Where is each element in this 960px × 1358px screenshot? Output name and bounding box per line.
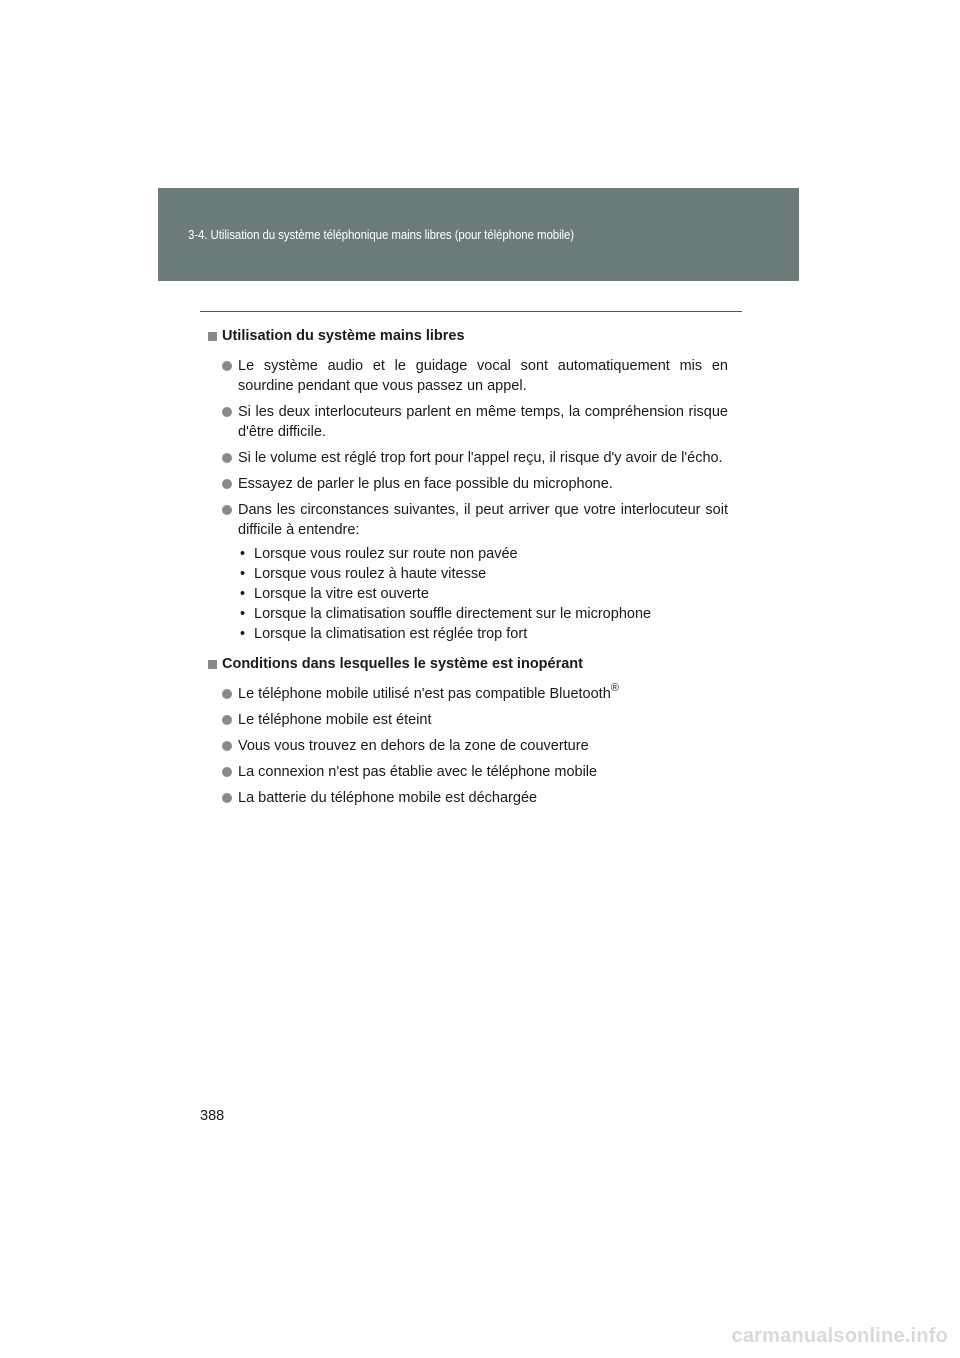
sub-list-item <box>238 584 728 604</box>
dot-bullet-icon: • <box>240 546 246 562</box>
page-number: 388 <box>200 1108 225 1124</box>
list-item-text: Le téléphone mobile est éteint <box>238 712 432 728</box>
list-item-text: Si les deux interlocuteurs parlent en même temps, la compréhension risque d'être difficile. <box>238 404 728 440</box>
sub-list-item-text: Lorsque vous roulez à haute vitesse <box>254 566 487 582</box>
dot-bullet-icon: • <box>240 566 246 582</box>
sub-list-item-text: Lorsque vous roulez sur route non pavée <box>254 546 518 562</box>
sub-list-item <box>238 604 728 624</box>
watermark: carmanualsonline.info <box>731 1325 948 1347</box>
list-item <box>208 684 728 704</box>
chapter-title: 3-4. Utilisation du système téléphonique mains libres (pour téléphone mobile) <box>188 228 575 242</box>
list-item <box>208 736 728 756</box>
header-rule <box>200 311 742 312</box>
chapter-header-band <box>158 188 799 281</box>
round-bullet-icon <box>222 505 232 515</box>
round-bullet-icon <box>222 715 232 725</box>
section-heading-hands-free <box>208 326 728 346</box>
section-heading-inoperative <box>208 654 728 674</box>
list-item <box>208 474 728 494</box>
sub-list-item-text: Lorsque la vitre est ouverte <box>254 586 429 602</box>
round-bullet-icon <box>222 793 232 803</box>
sub-list-item <box>238 564 728 584</box>
list-item-text: Le système audio et le guidage vocal sont automatiquement mis en sourdine pendant que vous passez un appel. <box>238 358 728 394</box>
round-bullet-icon <box>222 767 232 777</box>
round-bullet-icon <box>222 479 232 489</box>
dot-bullet-icon: • <box>240 586 246 602</box>
page-content <box>208 326 728 814</box>
square-bullet-icon <box>208 660 217 669</box>
list-item-text: La connexion n'est pas établie avec le téléphone mobile <box>238 764 598 780</box>
list-item-text: Si le volume est réglé trop fort pour l'appel reçu, il risque d'y avoir de l'écho. <box>238 450 723 466</box>
list-item-text: La batterie du téléphone mobile est déchargée <box>238 790 538 806</box>
list-item <box>208 448 728 468</box>
section-heading-text: Conditions dans lesquelles le système est inopérant <box>222 656 583 672</box>
sub-list <box>238 544 728 644</box>
list-item <box>208 710 728 730</box>
list-item <box>208 356 728 396</box>
round-bullet-icon <box>222 361 232 371</box>
list-item <box>208 788 728 808</box>
sub-list-item <box>238 544 728 564</box>
sub-list-item-text: Lorsque la climatisation est réglée trop fort <box>254 626 528 642</box>
list-item <box>208 500 728 540</box>
round-bullet-icon <box>222 407 232 417</box>
dot-bullet-icon: • <box>240 626 246 642</box>
list-item-text: Dans les circonstances suivantes, il peut arriver que votre interlocuteur soit difficile à entendre: <box>238 502 728 538</box>
section-heading-text: Utilisation du système mains libres <box>222 328 465 344</box>
list-item-text: Essayez de parler le plus en face possible du microphone. <box>238 476 613 492</box>
sub-list-item-text: Lorsque la climatisation souffle directement sur le microphone <box>254 606 652 622</box>
round-bullet-icon <box>222 453 232 463</box>
registered-mark: ® <box>610 682 619 695</box>
sub-list-item <box>238 624 728 644</box>
square-bullet-icon <box>208 332 217 341</box>
list-item <box>208 762 728 782</box>
list-item-text: Vous vous trouvez en dehors de la zone de couverture <box>238 738 589 754</box>
round-bullet-icon <box>222 689 232 699</box>
list-item-text: Le téléphone mobile utilisé n'est pas compatible Bluetooth <box>238 686 611 702</box>
dot-bullet-icon: • <box>240 606 246 622</box>
round-bullet-icon <box>222 741 232 751</box>
list-item <box>208 402 728 442</box>
